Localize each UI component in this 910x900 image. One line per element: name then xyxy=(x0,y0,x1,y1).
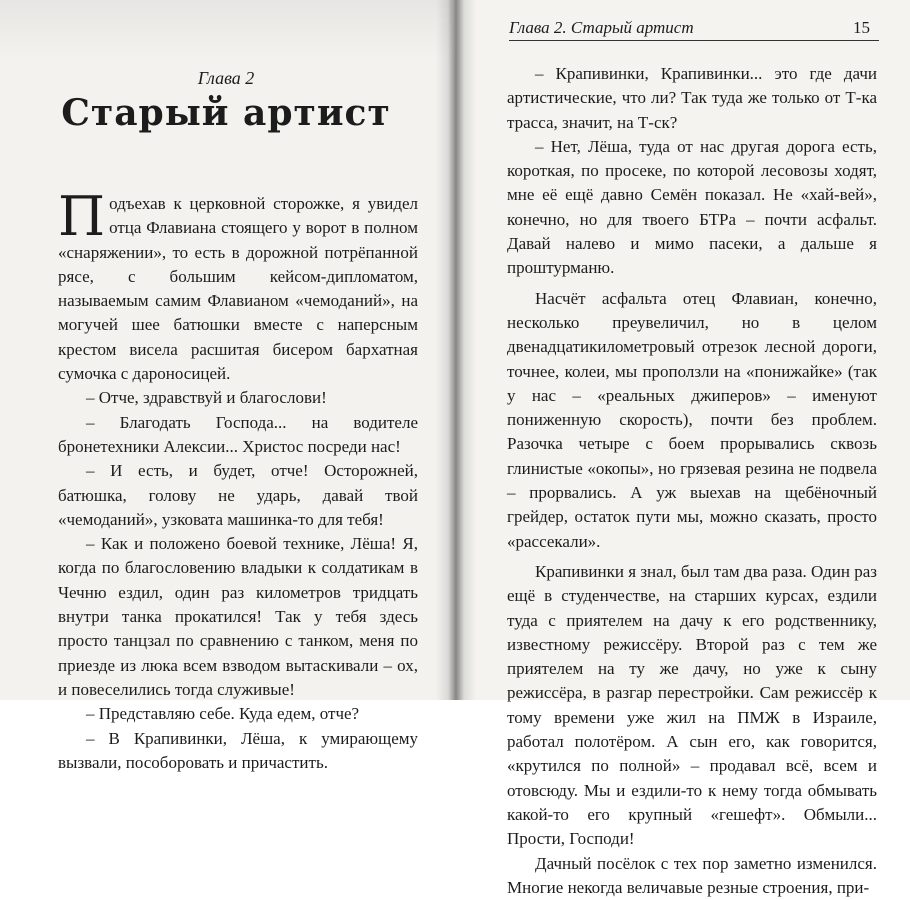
paragraph: – Нет, Лёша, туда от нас другая дорога есть, короткая, по просеке, по которой лесовозы ходят, мне её ещё давно Семён показал. Не «хай-вей», конечно, но для твоего БТРа – почти асфальт. Давай налево и мимо пасеки, а дальше я проштурманю. xyxy=(507,135,877,281)
left-body-text xyxy=(58,192,418,775)
paragraph: – Отче, здравствуй и благослови! xyxy=(58,386,418,410)
left-page xyxy=(0,0,452,700)
scan-shadow xyxy=(0,0,452,60)
paragraph: – Крапивинки, Крапивинки... это где дачи артистические, что ли? Так туда же только от Т-ка трасса, значит, на Т-ск? xyxy=(507,62,877,135)
book-gutter xyxy=(436,0,476,700)
chapter-label: Глава 2 xyxy=(0,68,452,89)
paragraph: – В Крапивинки, Лёша, к умирающему вызвали, пособоровать и причастить. xyxy=(58,727,418,776)
running-header: Глава 2. Старый артист xyxy=(509,18,879,38)
paragraph-text: одъехав к церковной сторожке, я увидел отца Флавиана стоящего у ворот в полном «снаряжении», то есть в дорожной потрёпанной рясе, с большим кейсом-дипломатом, называемым самим Флавианом «чемоданий», на могучей шее батюшки вместе с наперсным крестом висела расшитая бисером бархатная сумочка с дароносицей. xyxy=(58,194,418,383)
paragraph: Насчёт асфальта отец Флавиан, конечно, несколько преувеличил, но в целом двенадцатикилометровый отрезок лесной дороги, точнее, колеи, мы проползли на «понижайке» (так у нас – «реальных джиперов» – именуют пониженную скорость), почти без проблем. Разочка четыре с боем прорывались сквозь глинистые «окопы», но грязевая резина не подвела – прорвались. А уж выехав на щебёночный грейдер, остаток пути мы, можно сказать, просто «рассекали». xyxy=(507,287,877,554)
paragraph: – И есть, и будет, отче! Осторожней, батюшка, голову не ударь, давай твой «чемоданий», узковата машинка-то для тебя! xyxy=(58,459,418,532)
paragraph xyxy=(58,192,418,386)
right-page xyxy=(452,0,910,700)
header-rule xyxy=(509,40,879,41)
paragraph: Дачный посёлок с тех пор заметно изменился. Многие некогда величавые резные строения, при- xyxy=(507,852,877,900)
paragraph: – Представляю себе. Куда едем, отче? xyxy=(58,702,418,726)
page-number: 15 xyxy=(853,18,870,38)
paragraph: – Благодать Господа... на водителе бронетехники Алексии... Христос посреди нас! xyxy=(58,411,418,460)
chapter-title: Старый артист xyxy=(0,92,452,134)
drop-cap: П xyxy=(58,196,105,238)
right-body-text xyxy=(507,62,877,900)
paragraph: Крапивинки я знал, был там два раза. Один раз ещё в студенчестве, на старших курсах, ездили туда с приятелем на дачу к его родственнику, известному режиссёру. Второй раз с тем же приятелем на ту же дачу, но уже к сыну режиссёра, в разгар перестройки. Сам режиссёр к тому времени уже жил на ПМЖ в Израиле, работал полотёром. А сын его, как говорится, «крутился по полной» – продавал всё, всем и отовсюду. Мы и ездили-то к нему тогда обмывать какой-то его крупный «гешефт». Обмыли... Прости, Господи! xyxy=(507,560,877,852)
paragraph: – Как и положено боевой технике, Лёша! Я, когда по благословению владыки к солдатикам в Чечню ездил, один раз километров тридцать внутри танка прокатился! Так у тебя здесь просто танцзал по сравнению с танком, меня по приезде из люка всем взводом вытаскивали – ох, и повеселились тогда служивые! xyxy=(58,532,418,702)
